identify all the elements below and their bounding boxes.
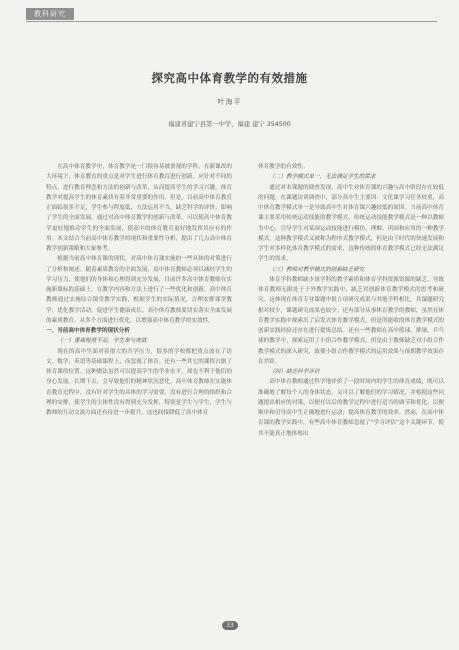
body-paragraph-continued: 体育教学的有效性。 xyxy=(258,164,309,170)
right-column xyxy=(258,162,444,439)
section-tag: 教科研究 xyxy=(26,8,74,20)
subsection-heading: （二）教学模式单一，无法满足学生的需求 xyxy=(269,174,376,181)
body-paragraph: 通过对本课题的调查发现，高中生对体育课的兴趣与高中阶段存在较低的问题，在课题访谈调查中，部分高中生主要因：文化课学习任务较重，高中体育教学模式单一是导致高中生对体育课兴趣较低的原因。当前高中体育课主要采用传统运动技能的教学模式，传统运动技能教学模式是一种以教师为中心，引导学生对某项运动技能进行模仿、理解、巩固和应用的一种教学模式。这种教学模式又被称为程序式教学模式，但是由于时代的快速发展和学生对多样化体育教学模式的需求，这种传统的体育教学模式已经无法满足学生的需求。 xyxy=(258,184,444,263)
left-column xyxy=(46,162,232,418)
body-paragraph: 体育学科教师缺少该学科的教学素质和体育学科资源资源的缺乏，导致体育教师无限处于于外教学实践中，缺乏对创新体育教学模式的思考和研究。这体现在体育专业课题申报立项研究成果与其他学科相比，其课题研究相对较少，课题研究成果也较少。还有部分从事体育教学的教师，虽然在体育教学实践中探索出了启发式体育教学模式，但是所能收的体育教学模式的创新实践经验还存在进行提炼总结。还有一些教师在高中篮球、排球、乒乓球的教学中，探索运用了小组合作教学模式，但是由于教师缺乏对小组合作教学模式的深入研究，致使小组合作教学模式的运用效果与预期教学效果存在差距。 xyxy=(258,276,444,365)
article-affiliation: 福建省建宁县第一中学，福建 建宁 354500 xyxy=(168,121,291,128)
subsection-heading: （一）重视程度不足，学生参与度低 xyxy=(57,338,147,345)
header-rule xyxy=(26,21,437,22)
subsection-heading: （三）教师对教学模式的创新缺乏研究 xyxy=(269,266,365,273)
intro-paragraph-2: 根据当前高中体育课的现状，对高中体育课实施的一些具体的对策进行了分析和阐述。随着素质教育的全面发展，高中体育教师必须以减轻学生的学习压力，使他们的身体和心理得到充分发展，目前许多高中体育教师在实施新课标的基础上，在教学内容和方法上进行了一些优化和创新，高中体育教师通过实施综合课堂教学实践，根据学生的实际情况，合理安排课堂教学，优化教学活动，促进学生健康成长。高中体育教师要切实落实全面发展的素质教育，从多个方面进行优化，以增强高中体育教学的实效性。 xyxy=(46,256,232,324)
subsection-heading: （四）缺乏科学评价 xyxy=(269,369,320,375)
article-title: 探究高中体育教学的有效措施 xyxy=(151,71,308,85)
body-paragraph: 高中体育教师通过科学地评价了一段时间内的学生的体育成绩，既可以准确地了解每个人的身体状态，又可以了解他们的学习情况，并根据这些问题提出相应的对策，以便在以后的教学过程中进行适当的调节和优化，以便顺序和引导高中生正确地进行运动，提高体育教学的效率。然而，在高中体育课的教学实践中，有些高中体育教师忽视了“学习评估”这个关键环节，使其不能真正地体现出 xyxy=(258,379,444,437)
intro-paragraph: 在高中体育教学中，体育教学是一门很容易被重视的学科。在新课改的大环境下，体育教育的重点是对学生进行体育教育进行创新，应针对不同的特点，进行教育理念和方法的创新与改革，从而提高学生的学习兴趣。体育教学对提高学生的体育素质有着非常重要的作用。但是，目前高中体育教育正面临很多不足，学生参与程度低，方法运用不当，缺乏科学的评价，影响了学生的全面发展。通过对高中体育教学的创新与改革，可以使高中体育教学更好地推动学生的全面发展，使高中的体育教育更好地发挥其应有的作用。本文结合当前高中体育教学的现状和重要性分析，提出了几点高中体育教学创新策略和大家参考。 xyxy=(46,164,232,252)
page-number: 33 xyxy=(222,621,238,630)
section-heading: 一、当前高中体育教学的现状分析 xyxy=(46,328,130,334)
body-paragraph: 现在的高中生面对着很大的升学压力，很多的学校都把重点放在了语文、数学、英语等基础课程上，而忽视了体育。还有一些其它的课程占据了体育课的位置。这种做法虽然可以提高学生的学业水平，却也不利于他们的身心发展。长期下去，会导致他们的精神状况恶化。高中体育教师在实施体育教育过程中，没有针对学生的具体的学习需要，没有进行合理的组织和合理的安排，使学生的主体性没有得到充分发挥，特别是学生与学生，学生与教师的互动交流方面还有待进一步提升，这也间接降低了高中体育 xyxy=(46,348,232,416)
article-author: 叶海平 xyxy=(217,98,242,106)
